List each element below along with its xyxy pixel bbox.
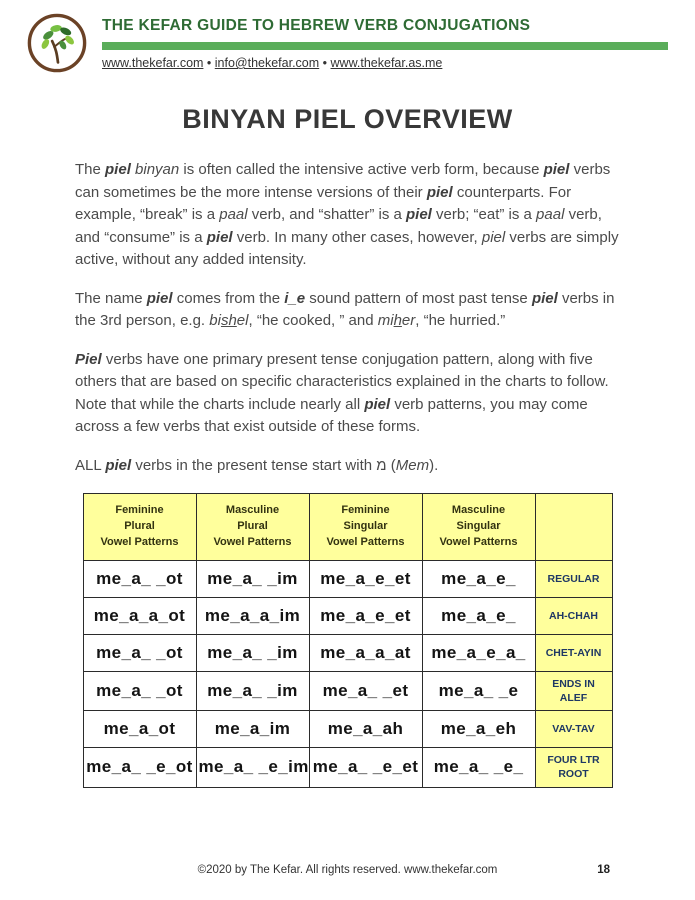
paragraph xyxy=(75,159,622,272)
pattern-cell: me_a_a_at xyxy=(309,634,422,671)
pattern-cell: me_a_ _e_et xyxy=(309,748,422,787)
table-body xyxy=(83,560,612,787)
pattern-cell: me_a_ _e_ xyxy=(422,748,535,787)
text-segment: , “he cooked, ” and xyxy=(248,312,378,329)
text-segment: , “he hurried.” xyxy=(415,312,506,329)
pattern-cell: me_a_e_et xyxy=(309,597,422,634)
table-header-cell: Masculine Plural Vowel Patterns xyxy=(196,494,309,561)
table-row xyxy=(83,597,612,634)
text-segment: verbs in the 3rd person, e.g. xyxy=(75,289,615,329)
body-paragraphs xyxy=(0,141,695,477)
guide-title: THE KEFAR GUIDE TO HEBREW VERB CONJUGATIONS xyxy=(102,17,531,34)
pattern-cell: me_a_ _e_ot xyxy=(83,748,196,787)
category-cell: ENDS IN ALEF xyxy=(535,671,612,710)
table-row xyxy=(83,671,612,710)
text-segment: binyan xyxy=(135,161,180,178)
text-segment: piel xyxy=(364,395,391,413)
pattern-cell: me_a_e_et xyxy=(309,560,422,597)
pattern-cell: me_a_ _im xyxy=(196,634,309,671)
table-head xyxy=(83,494,612,561)
text-segment: verbs have one primary present tense conjugation pattern, along with five others that are based on specific characteristics explained in the charts to follow. Note that while the charts include nearly all xyxy=(75,350,609,413)
pattern-cell: me_a_a_ot xyxy=(83,597,196,634)
text-segment: piel xyxy=(105,161,131,178)
text-segment: paal xyxy=(536,206,565,223)
text-segment: paal xyxy=(219,206,248,223)
table-header-cell xyxy=(535,494,612,561)
text-segment: mi xyxy=(377,312,394,329)
text-segment: מ ( xyxy=(376,456,396,474)
text-segment: Piel xyxy=(75,350,102,368)
text-segment: i_e xyxy=(284,289,306,307)
pattern-cell: me_a_ _e_im xyxy=(196,748,309,787)
text-segment: comes from the xyxy=(172,289,285,307)
text-segment: piel xyxy=(426,183,453,201)
text-segment: ). xyxy=(429,456,439,474)
table-header-cell: Feminine Plural Vowel Patterns xyxy=(83,494,196,561)
text-segment: verbs in the present tense start with xyxy=(131,456,377,474)
table-header-cell: Feminine Singular Vowel Patterns xyxy=(309,494,422,561)
header-links xyxy=(102,56,668,70)
pattern-cell: me_a_ah xyxy=(309,711,422,748)
pattern-cell: me_a_eh xyxy=(422,711,535,748)
category-cell: VAV-TAV xyxy=(535,711,612,748)
text-segment: verb, and “shatter” is a xyxy=(247,206,406,223)
text-segment: bi xyxy=(209,312,221,329)
header-link[interactable]: www.thekefar.as.me xyxy=(330,56,443,70)
text-segment: piel xyxy=(531,289,558,307)
link-separator: • xyxy=(319,56,331,70)
text-segment: er xyxy=(401,312,416,329)
paragraph xyxy=(75,455,622,478)
pattern-cell: me_a_ _im xyxy=(196,671,309,710)
accent-bar xyxy=(102,42,668,50)
pattern-cell: me_a_e_a_ xyxy=(422,634,535,671)
text-segment: piel xyxy=(543,161,570,178)
text-segment: verb. In many other cases, however, xyxy=(232,228,482,246)
table-row xyxy=(83,634,612,671)
table-header-row xyxy=(83,494,612,561)
pattern-cell: me_a_ _ot xyxy=(83,560,196,597)
paragraph xyxy=(75,349,622,439)
table-row xyxy=(83,560,612,597)
page-footer xyxy=(0,864,695,876)
text-segment: The xyxy=(75,161,106,178)
text-segment: verbs can sometimes be the more intense versions of their xyxy=(75,161,611,201)
text-segment: el xyxy=(236,312,249,329)
category-cell: REGULAR xyxy=(535,560,612,597)
pattern-cell: me_a_ _e xyxy=(422,671,535,710)
text-segment: sound pattern of most past tense xyxy=(305,289,532,307)
text-segment: The name xyxy=(75,289,147,307)
kefar-logo-icon xyxy=(26,12,88,74)
text-segment: ALL xyxy=(75,456,106,474)
text-segment: verb; “eat” is a xyxy=(431,206,537,223)
text-segment: verb, and “consume” is a xyxy=(75,206,602,246)
text-segment: Mem xyxy=(395,456,430,474)
text-segment: piel xyxy=(406,206,432,223)
text-segment: verbs are simply active, without any added intensity. xyxy=(75,228,619,268)
table-row xyxy=(83,711,612,748)
link-separator: • xyxy=(203,56,215,70)
text-segment: verb patterns, you may come across a few verbs that exist outside of these forms. xyxy=(75,395,588,435)
page-header xyxy=(0,0,695,74)
pattern-cell: me_a_im xyxy=(196,711,309,748)
header-text-block xyxy=(102,12,668,70)
conjugation-table xyxy=(83,493,613,788)
page-title: BINYAN PIEL OVERVIEW xyxy=(182,104,513,134)
pattern-cell: me_a_ _et xyxy=(309,671,422,710)
table-header-cell: Masculine Singular Vowel Patterns xyxy=(422,494,535,561)
text-segment: piel xyxy=(481,228,506,246)
text-segment: h xyxy=(393,312,402,329)
header-link[interactable]: www.thekefar.com xyxy=(102,56,204,70)
text-segment: piel xyxy=(105,456,132,474)
text-segment: is often called the intensive active verb form, because xyxy=(179,161,544,178)
text-segment: piel xyxy=(146,289,173,307)
text-segment: sh xyxy=(220,312,237,329)
category-cell: AH-CHAH xyxy=(535,597,612,634)
pattern-cell: me_a_ot xyxy=(83,711,196,748)
pattern-cell: me_a_e_ xyxy=(422,560,535,597)
header-link[interactable]: info@thekefar.com xyxy=(214,56,320,70)
paragraph xyxy=(75,288,622,333)
category-cell: FOUR LTR ROOT xyxy=(535,748,612,787)
category-cell: CHET-AYIN xyxy=(535,634,612,671)
pattern-cell: me_a_ _ot xyxy=(83,671,196,710)
pattern-cell: me_a_ _im xyxy=(196,560,309,597)
pattern-cell: me_a_e_ xyxy=(422,597,535,634)
text-segment: counterparts. For example, “break” is a xyxy=(75,183,572,223)
text-segment: piel xyxy=(206,228,233,246)
footer-copyright: ©2020 by The Kefar. All rights reserved. www.thekefar.com xyxy=(197,864,498,876)
page-number: 18 xyxy=(597,864,610,876)
pattern-cell: me_a_a_im xyxy=(196,597,309,634)
pattern-cell: me_a_ _ot xyxy=(83,634,196,671)
table-row xyxy=(83,748,612,787)
